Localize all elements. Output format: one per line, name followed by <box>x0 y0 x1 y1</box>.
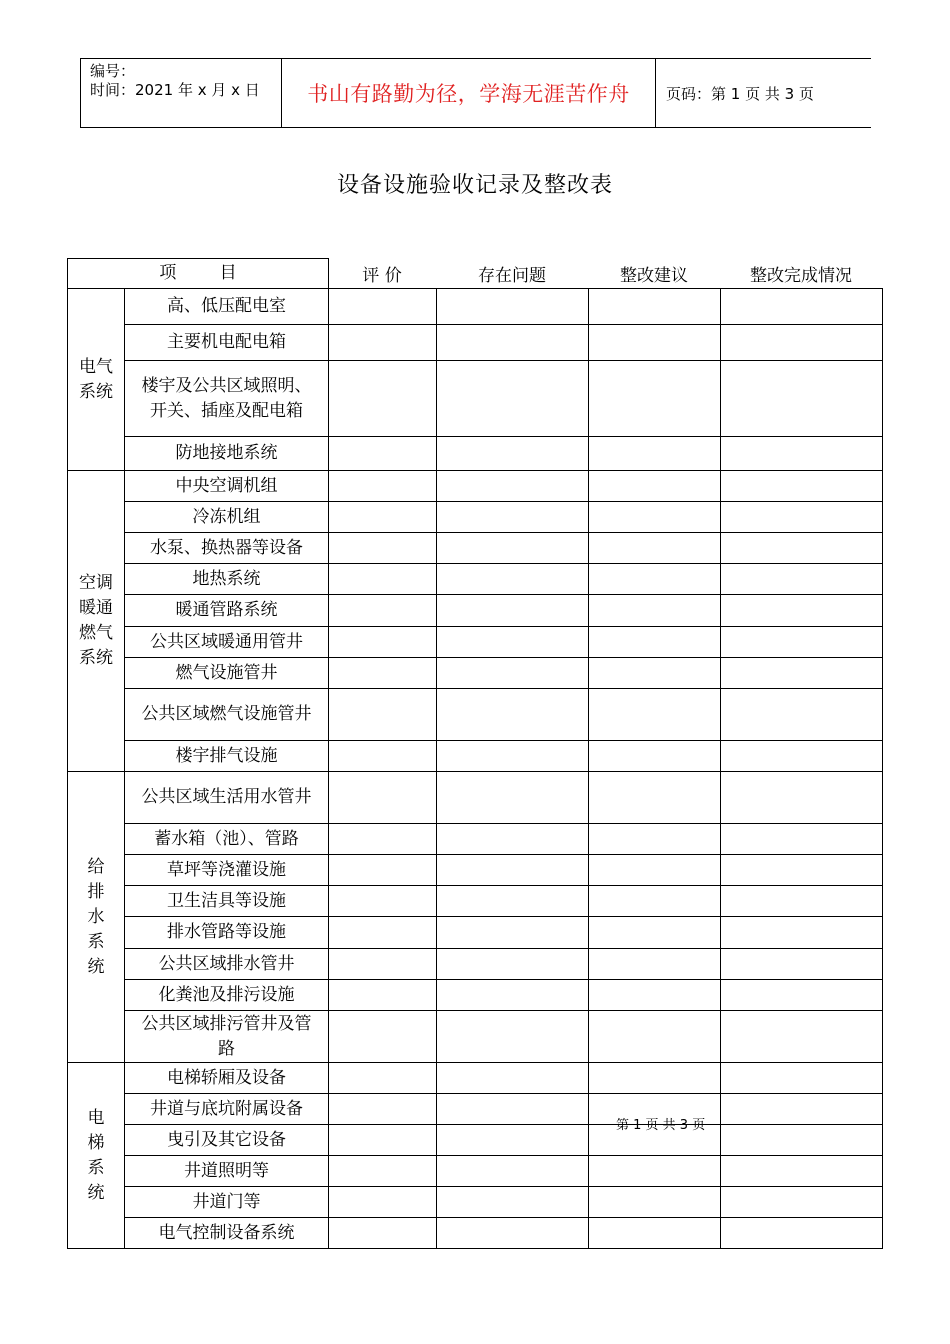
table-row <box>68 741 883 772</box>
evaluation-cell[interactable] <box>329 824 437 855</box>
evaluation-cell[interactable] <box>329 595 437 627</box>
table-row <box>68 980 883 1011</box>
completion-cell[interactable] <box>721 627 883 658</box>
table-row <box>68 471 883 502</box>
document-number: 编号： <box>90 62 136 80</box>
completion-cell[interactable] <box>721 741 883 772</box>
suggestions-cell[interactable] <box>589 855 721 886</box>
item-name: 主要机电配电箱 <box>125 325 329 361</box>
problems-cell[interactable] <box>437 1187 589 1218</box>
suggestions-cell[interactable] <box>589 502 721 533</box>
evaluation-cell[interactable] <box>329 1094 437 1125</box>
suggestions-cell[interactable] <box>589 325 721 361</box>
problems-cell[interactable] <box>437 689 589 741</box>
problems-cell[interactable] <box>437 1094 589 1125</box>
table-row <box>68 1218 883 1249</box>
completion-cell[interactable] <box>721 772 883 824</box>
evaluation-cell[interactable] <box>329 502 437 533</box>
suggestions-cell[interactable] <box>589 824 721 855</box>
completion-cell[interactable] <box>721 1125 883 1156</box>
page-number: 页码：第 1 页 共 3 页 <box>666 84 814 103</box>
table-row <box>68 824 883 855</box>
problems-cell[interactable] <box>437 824 589 855</box>
completion-cell[interactable] <box>721 437 883 471</box>
problems-cell[interactable] <box>437 855 589 886</box>
suggestions-cell[interactable] <box>589 689 721 741</box>
header-page-cell <box>656 59 871 127</box>
item-name: 暖通管路系统 <box>125 595 329 627</box>
evaluation-cell[interactable] <box>329 1011 437 1063</box>
system-hvac-gas-label: 空调暖通燃气系统 <box>68 471 125 772</box>
evaluation-cell[interactable] <box>329 980 437 1011</box>
table-row <box>68 361 883 437</box>
completion-cell[interactable] <box>721 658 883 689</box>
evaluation-cell[interactable] <box>329 361 437 437</box>
col-header-problems: 存在问题 <box>478 265 546 286</box>
evaluation-cell[interactable] <box>329 741 437 772</box>
suggestions-cell[interactable] <box>589 1156 721 1187</box>
suggestions-cell[interactable] <box>589 437 721 471</box>
completion-cell[interactable] <box>721 1063 883 1094</box>
suggestions-cell[interactable] <box>589 595 721 627</box>
evaluation-cell[interactable] <box>329 325 437 361</box>
evaluation-cell[interactable] <box>329 949 437 980</box>
table-row <box>68 627 883 658</box>
completion-cell[interactable] <box>721 886 883 917</box>
table-row <box>68 772 883 824</box>
evaluation-cell[interactable] <box>329 855 437 886</box>
problems-cell[interactable] <box>437 917 589 949</box>
evaluation-cell[interactable] <box>329 886 437 917</box>
evaluation-cell[interactable] <box>329 1063 437 1094</box>
item-name: 水泵、换热器等设备 <box>125 533 329 564</box>
table-row <box>68 1011 883 1063</box>
completion-cell[interactable] <box>721 1011 883 1063</box>
suggestions-cell[interactable] <box>589 627 721 658</box>
problems-cell[interactable] <box>437 361 589 437</box>
item-name: 公共区域排水管井 <box>125 949 329 980</box>
completion-cell[interactable] <box>721 533 883 564</box>
suggestions-cell[interactable] <box>589 772 721 824</box>
suggestions-cell[interactable] <box>589 1063 721 1094</box>
suggestions-cell[interactable] <box>589 980 721 1011</box>
completion-cell[interactable] <box>721 289 883 325</box>
document-time: 时间：2021 年 x 月 x 日 <box>90 81 260 99</box>
suggestions-cell[interactable] <box>589 1187 721 1218</box>
completion-cell[interactable] <box>721 325 883 361</box>
page-footer: 第 1 页 共 3 页 <box>616 1118 706 1133</box>
item-name: 井道门等 <box>125 1187 329 1218</box>
completion-cell[interactable] <box>721 949 883 980</box>
table-row <box>68 886 883 917</box>
evaluation-cell[interactable] <box>329 917 437 949</box>
item-name: 蓄水箱（池）、管路 <box>125 824 329 855</box>
problems-cell[interactable] <box>437 741 589 772</box>
completion-cell[interactable] <box>721 1094 883 1125</box>
completion-cell[interactable] <box>721 689 883 741</box>
col-header-evaluation: 评 价 <box>362 265 402 286</box>
table-row <box>68 1063 883 1094</box>
table-row <box>68 437 883 471</box>
problems-cell[interactable] <box>437 1218 589 1249</box>
problems-cell[interactable] <box>437 980 589 1011</box>
problems-cell[interactable] <box>437 658 589 689</box>
evaluation-cell[interactable] <box>329 627 437 658</box>
completion-cell[interactable] <box>721 1156 883 1187</box>
col-header-completion: 整改完成情况 <box>750 265 852 286</box>
item-name: 公共区域暖通用管井 <box>125 627 329 658</box>
problems-cell[interactable] <box>437 437 589 471</box>
item-name: 楼宇及公共区域照明、开关、插座及配电箱 <box>125 361 329 437</box>
problems-cell[interactable] <box>437 471 589 502</box>
item-name: 草坪等浇灌设施 <box>125 855 329 886</box>
evaluation-cell[interactable] <box>329 1156 437 1187</box>
page-title: 设备设施验收记录及整改表 <box>336 173 613 198</box>
item-name: 排水管路等设施 <box>125 917 329 949</box>
problems-cell[interactable] <box>437 564 589 595</box>
evaluation-cell[interactable] <box>329 658 437 689</box>
item-name: 公共区域燃气设施管井 <box>125 689 329 741</box>
table-row <box>68 595 883 627</box>
table-row <box>68 502 883 533</box>
problems-cell[interactable] <box>437 627 589 658</box>
completion-cell[interactable] <box>721 980 883 1011</box>
completion-cell[interactable] <box>721 595 883 627</box>
problems-cell[interactable] <box>437 533 589 564</box>
table-row <box>68 564 883 595</box>
problems-cell[interactable] <box>437 1125 589 1156</box>
problems-cell[interactable] <box>437 772 589 824</box>
table-row <box>68 289 883 325</box>
suggestions-cell[interactable] <box>589 949 721 980</box>
item-name: 燃气设施管井 <box>125 658 329 689</box>
evaluation-cell[interactable] <box>329 1125 437 1156</box>
table-row <box>68 917 883 949</box>
completion-cell[interactable] <box>721 1218 883 1249</box>
suggestions-cell[interactable] <box>589 289 721 325</box>
item-name: 防地接地系统 <box>125 437 329 471</box>
item-name: 电气控制设备系统 <box>125 1218 329 1249</box>
evaluation-cell[interactable] <box>329 1187 437 1218</box>
table-row <box>68 689 883 741</box>
motto-text: 书山有路勤为径，学海无涯苦作舟 <box>307 82 630 106</box>
system-elevator-label: 电梯系统 <box>68 1063 125 1249</box>
table-row <box>68 325 883 361</box>
suggestions-cell[interactable] <box>589 741 721 772</box>
item-name: 地热系统 <box>125 564 329 595</box>
completion-cell[interactable] <box>721 564 883 595</box>
item-name: 高、低压配电室 <box>125 289 329 325</box>
evaluation-cell[interactable] <box>329 564 437 595</box>
evaluation-cell[interactable] <box>329 533 437 564</box>
suggestions-cell[interactable] <box>589 886 721 917</box>
table-row <box>68 949 883 980</box>
table-row <box>68 855 883 886</box>
evaluation-cell[interactable] <box>329 437 437 471</box>
suggestions-cell[interactable] <box>589 471 721 502</box>
table-header-row <box>68 259 883 289</box>
completion-cell[interactable] <box>721 824 883 855</box>
header-info-cell <box>81 59 282 127</box>
problems-cell[interactable] <box>437 886 589 917</box>
problems-cell[interactable] <box>437 1063 589 1094</box>
item-name: 楼宇排气设施 <box>125 741 329 772</box>
completion-cell[interactable] <box>721 361 883 437</box>
item-name: 公共区域生活用水管井 <box>125 772 329 824</box>
item-name: 化粪池及排污设施 <box>125 980 329 1011</box>
table-row <box>68 1094 883 1125</box>
problems-cell[interactable] <box>437 1011 589 1063</box>
evaluation-cell[interactable] <box>329 772 437 824</box>
suggestions-cell[interactable] <box>589 917 721 949</box>
table-row <box>68 1125 883 1156</box>
suggestions-cell[interactable] <box>589 533 721 564</box>
col-header-suggestions: 整改建议 <box>620 265 688 286</box>
table-row <box>68 658 883 689</box>
table-row <box>68 533 883 564</box>
evaluation-cell[interactable] <box>329 1218 437 1249</box>
completion-cell[interactable] <box>721 502 883 533</box>
suggestions-cell[interactable] <box>589 1218 721 1249</box>
completion-cell[interactable] <box>721 917 883 949</box>
document-header <box>80 58 871 128</box>
suggestions-cell[interactable] <box>589 658 721 689</box>
problems-cell[interactable] <box>437 595 589 627</box>
problems-cell[interactable] <box>437 502 589 533</box>
problems-cell[interactable] <box>437 325 589 361</box>
col-header-item: 项 目 <box>68 259 329 289</box>
item-name: 冷冻机组 <box>125 502 329 533</box>
system-water-label: 给排水系统 <box>68 772 125 1063</box>
item-name: 中央空调机组 <box>125 471 329 502</box>
header-motto-cell <box>282 59 656 127</box>
item-name: 电梯轿厢及设备 <box>125 1063 329 1094</box>
item-name: 公共区域排污管井及管路 <box>125 1011 329 1063</box>
inspection-table <box>67 258 883 1249</box>
item-name: 井道照明等 <box>125 1156 329 1187</box>
item-name: 卫生洁具等设施 <box>125 886 329 917</box>
suggestions-cell[interactable] <box>589 361 721 437</box>
completion-cell[interactable] <box>721 471 883 502</box>
evaluation-cell[interactable] <box>329 289 437 325</box>
suggestions-cell[interactable] <box>589 564 721 595</box>
completion-cell[interactable] <box>721 855 883 886</box>
problems-cell[interactable] <box>437 289 589 325</box>
evaluation-cell[interactable] <box>329 689 437 741</box>
completion-cell[interactable] <box>721 1187 883 1218</box>
system-electrical-label: 电气系统 <box>68 289 125 471</box>
table-row <box>68 1187 883 1218</box>
problems-cell[interactable] <box>437 1156 589 1187</box>
item-name: 井道与底坑附属设备 <box>125 1094 329 1125</box>
evaluation-cell[interactable] <box>329 471 437 502</box>
table-row <box>68 1156 883 1187</box>
item-name: 曳引及其它设备 <box>125 1125 329 1156</box>
problems-cell[interactable] <box>437 949 589 980</box>
suggestions-cell[interactable] <box>589 1011 721 1063</box>
